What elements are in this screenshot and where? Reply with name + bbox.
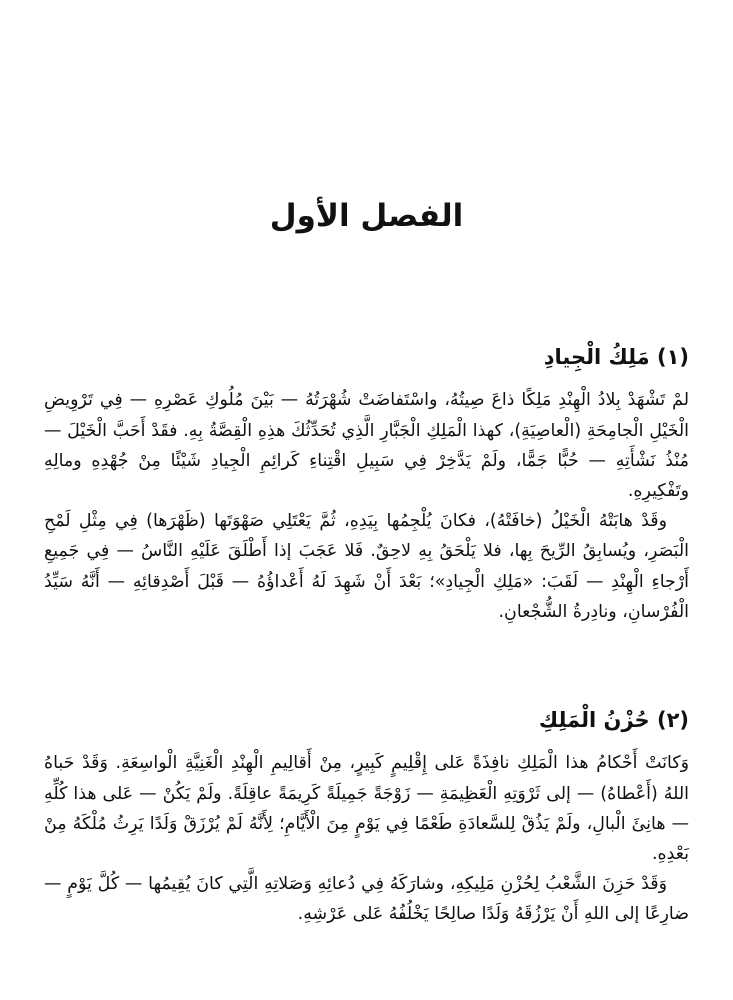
section-title: (١) مَلِكُ الْجِيادِ xyxy=(543,345,689,369)
paragraph: وقَدْ هابَتْهُ الْخَيْلُ (خافَتْهُ)، فكانَ يُلْجِمُها بِيَدِهِ، ثُمَّ يَعْتَلِي صَهْوَتَها (ظَهْرَها) فِي مِثْلِ لَمْحِ الْبَصَرِ، ويُسابِقُ الرِّيحَ بِها، فلا يَلْحَقُ بِهِ لاحِقٌ. فَلا عَجَبَ إذا أَطْلَقَ عَلَيْهِ النَّاسُ — فِي جَمِيعِ أَرْجاءِ الْهِنْدِ — لَقَبَ: «مَلِكِ الْجِيادِ»؛ بَعْدَ أَنْ شَهِدَ لَهُ أَعْداؤُهُ — قَبْلَ أَصْدِقائِهِ — أَنَّهُ سَيِّدُ الْفُرْسانِ، ونادِرةُ الشُّجْعانِ. xyxy=(44,511,689,622)
paragraph: لمْ تَشْهَدْ بِلادُ الْهِنْدِ مَلِكًا ذاعَ صِيتُهُ، واسْتَفاضَتْ شُهْرَتُهُ — بَيْنَ مُلُوكِ عَصْرِهِ — فِي تَرْوِيضِ الْخَيْلِ الْجامِحَةِ (الْعاصِيَةِ)، كهذا الْمَلِكِ الْجَبَّارِ الَّذِي تُحَدِّثُكَ هذِهِ الْقِصَّةُ بِهِ. فقَدْ أَحَبَّ الْخَيْلَ — مُنْذُ نَشْأَتِهِ — حُبًّا جَمًّا، ولَمْ يَدَّخِرْ فِي سَبِيلِ اقْتِناءِ كَرائِمِ الْجِيادِ شَيْئًا مِنْ جُهْدِهِ ومالِهِ وتَفْكِيرِهِ. xyxy=(44,390,689,501)
section-king-sorrow xyxy=(44,706,689,930)
chapter-title: الفصل الأول xyxy=(269,198,464,234)
paragraph: وَقَدْ حَزِنَ الشَّعْبُ لِحُزْنِ مَلِيكِهِ، وشارَكَهُ فِي دُعائِهِ وَصَلاتِهِ الَّتِي كانَ يُقِيمُها — كُلَّ يَوْمٍ — ضارِعًا إلى اللهِ أَنْ يَرْزُقَهُ وَلَدًا صالِحًا يَخْلُفُهُ عَلى عَرْشِهِ. xyxy=(44,874,689,925)
section-king-of-horses xyxy=(44,343,689,627)
section-title: (٢) حُزْنُ الْمَلِكِ xyxy=(538,708,689,732)
paragraph: وَكانَتْ أَحْكامُ هذا الْمَلِكِ نافِذَةً عَلى إِقْلِيمٍ كَبِيرٍ، مِنْ أَقالِيمِ الْهِنْدِ الْغَنِيَّةِ الْواسِعَةِ. وَقَدْ حَباهُ اللهُ (أَعْطاهُ) — إلى ثَرْوَتِهِ الْعَظِيمَةِ — زَوْجَةً جَمِيلَةً كَرِيمَةً عاقِلَةً. ولَمْ يَكُنْ — عَلى هذا كُلِّهِ — هانِئَ الْبالِ، ولَمْ يَذُقْ لِلسَّعادَةِ طَعْمًا فِي يَوْمٍ مِنَ الْأَيَّامِ؛ لِأَنَّهُ لَمْ يُرْزَقْ وَلَدًا يَرِثُ مُلْكَهُ مِنْ بَعْدِهِ. xyxy=(44,753,689,864)
